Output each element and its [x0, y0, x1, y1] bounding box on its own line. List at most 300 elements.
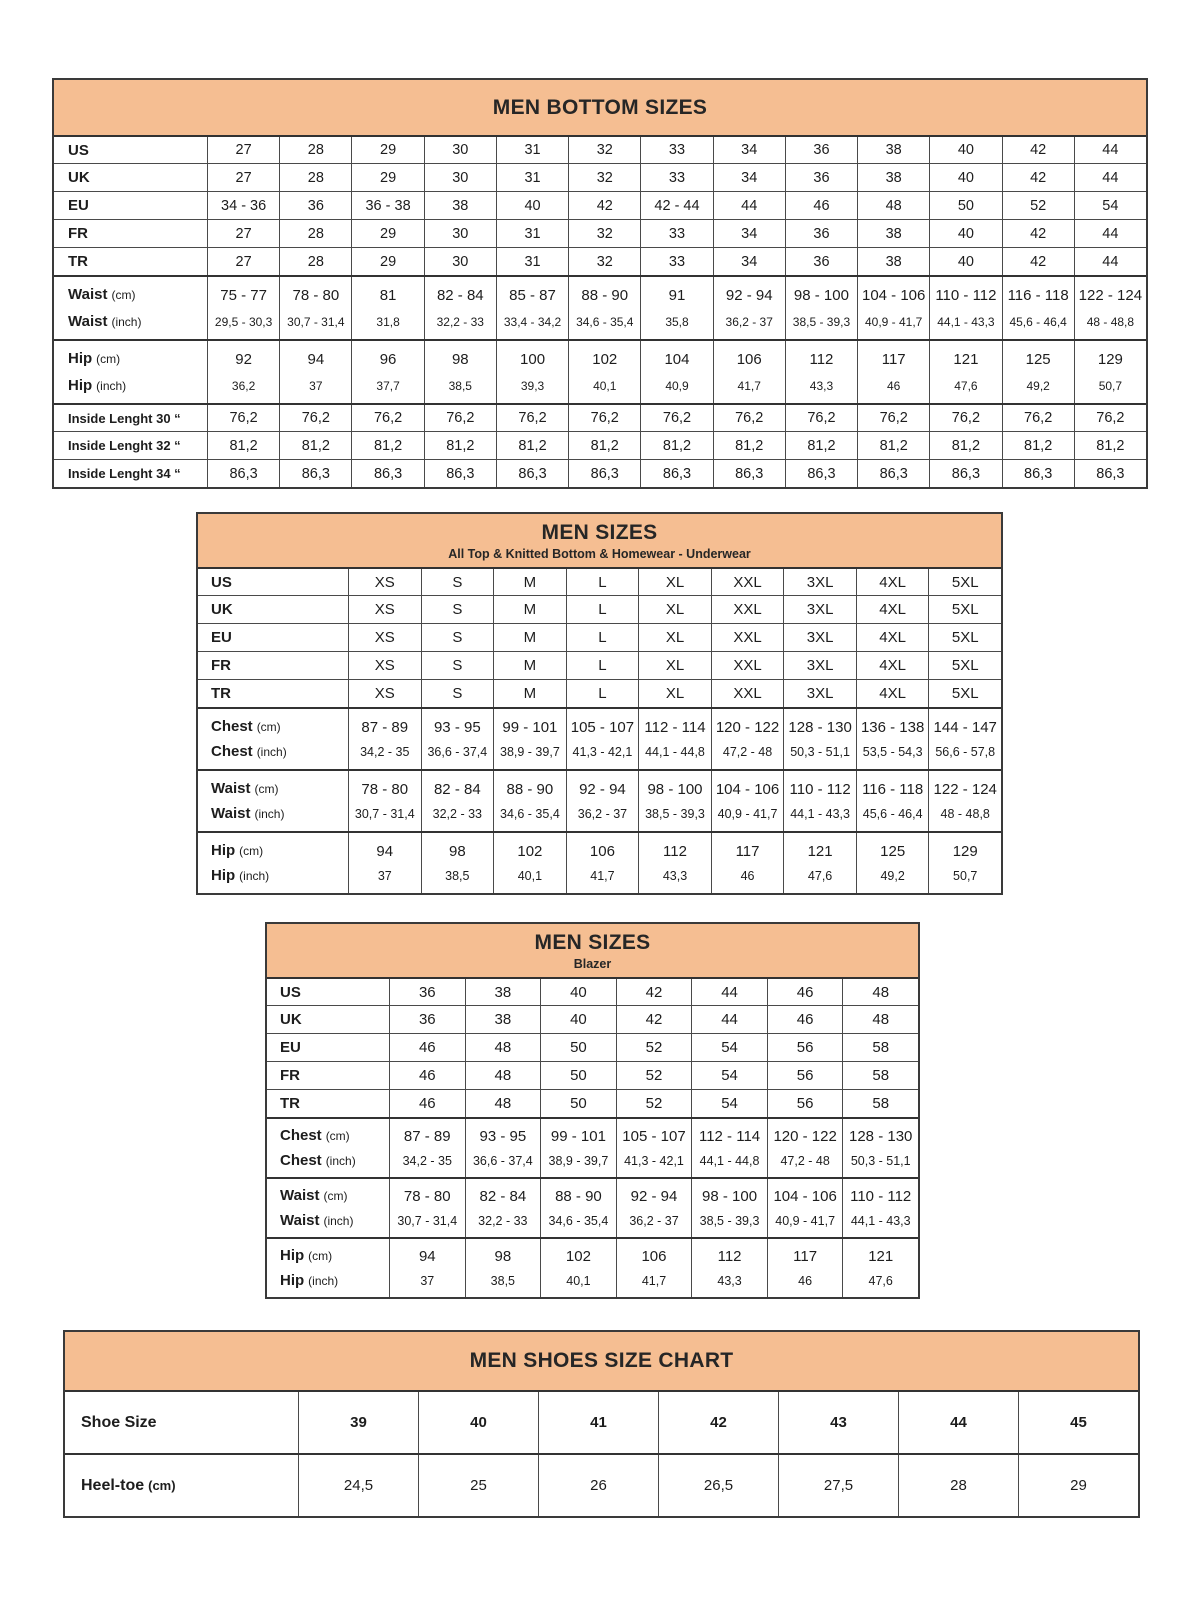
cell: 5XL	[928, 680, 1001, 707]
cell	[348, 833, 421, 893]
row-label-text: Shoe Size	[81, 1413, 157, 1431]
cell-cm-value: 94	[307, 351, 325, 369]
cell: M	[493, 652, 566, 679]
cell-inch-value: 38,9 - 39,7	[500, 745, 560, 760]
cell-cm-value: 116 - 118	[1007, 287, 1069, 305]
cell	[616, 1239, 692, 1297]
cell: 76,2	[424, 405, 496, 431]
cell-inch-value: 53,5 - 54,3	[862, 745, 923, 760]
cell: 38	[857, 248, 929, 275]
cell-cm-value: 96	[379, 351, 397, 369]
row-label-text: TR	[280, 1095, 300, 1112]
cell	[465, 1119, 541, 1177]
cell: 52	[616, 1062, 692, 1089]
cell: 34	[713, 137, 785, 163]
cell-inch-value: 50,7	[953, 869, 978, 884]
cell: 3XL	[783, 680, 856, 707]
cell: 76,2	[640, 405, 712, 431]
cell-inch-value: 47,2 - 48	[780, 1154, 830, 1168]
table-row	[267, 1177, 918, 1237]
cell: L	[566, 652, 639, 679]
cell: 42	[1002, 164, 1074, 191]
cell: 32	[568, 164, 640, 191]
cell: 76,2	[1074, 405, 1146, 431]
cell-inch-value: 41,7	[641, 1274, 667, 1288]
cell: 40	[540, 979, 616, 1005]
cell-cm-value: 92	[235, 351, 252, 369]
cell: XXL	[711, 652, 784, 679]
row-label-bottom	[280, 1212, 353, 1229]
cell	[638, 771, 711, 831]
cell: 26	[538, 1455, 658, 1516]
row-label	[65, 1392, 298, 1453]
cell-inch-value: 44,1 - 44,8	[699, 1154, 760, 1168]
cell: 76,2	[351, 405, 423, 431]
row-label-text: Waist	[211, 779, 251, 797]
row-label-unit: (cm)	[256, 719, 281, 734]
cell-inch-value: 38,5 - 39,3	[699, 1214, 760, 1228]
cell-inch-value: 36,2 - 37	[577, 807, 628, 822]
cell: 32	[568, 248, 640, 275]
row-label-text: UK	[211, 601, 233, 618]
row-label-bottom	[211, 805, 284, 822]
cell: 38	[857, 137, 929, 163]
cell: 30	[424, 248, 496, 275]
cell-cm-value: 85 - 87	[509, 287, 556, 305]
cell: 40	[540, 1006, 616, 1033]
cell: 5XL	[928, 596, 1001, 623]
row-label-unit: (inch)	[308, 1274, 339, 1288]
row-label	[65, 1455, 298, 1516]
cell: 81,2	[568, 432, 640, 459]
row-label-bottom	[280, 1272, 338, 1289]
row-label	[198, 624, 348, 651]
row-label	[54, 460, 207, 487]
cell: 4XL	[856, 596, 929, 623]
cell: 81,2	[713, 432, 785, 459]
cell-inch-value: 30,7 - 31,4	[397, 1214, 458, 1228]
cell-cm-value: 82 - 84	[436, 287, 484, 305]
cell-inch-value: 36,6 - 37,4	[472, 1154, 533, 1168]
cell-cm-value: 78 - 80	[292, 287, 340, 305]
cell-inch-value: 46	[740, 869, 755, 884]
cell: 44	[691, 979, 767, 1005]
cell-inch-value: 31,8	[376, 314, 400, 329]
table-row	[267, 1089, 918, 1117]
row-label-bottom	[211, 867, 269, 884]
cell: 81,2	[1074, 432, 1146, 459]
cell-inch-value: 33,4 - 34,2	[503, 314, 562, 329]
cell-cm-value: 78 - 80	[403, 1188, 451, 1205]
table-row	[198, 769, 1001, 831]
table-row	[54, 219, 1146, 247]
cell: 42	[616, 1006, 692, 1033]
cell: 46	[767, 1006, 843, 1033]
cell: 27	[207, 220, 279, 247]
cell-cm-value: 98	[451, 351, 469, 369]
cell: 45	[1018, 1392, 1138, 1453]
row-label-text: Chest	[280, 1152, 322, 1169]
cell: 58	[842, 1090, 918, 1117]
row-label	[267, 1119, 389, 1177]
cell: 3XL	[783, 652, 856, 679]
cell: 48	[842, 1006, 918, 1033]
cell-cm-value: 116 - 118	[862, 780, 924, 798]
table-row	[198, 595, 1001, 623]
cell-inch-value: 45,6 - 46,4	[862, 807, 923, 822]
cell: 52	[616, 1034, 692, 1061]
row-label-text: EU	[280, 1039, 301, 1056]
table-row	[198, 651, 1001, 679]
cell-cm-value: 105 - 107	[570, 718, 635, 736]
table-subtitle: All Top & Knitted Bottom & Homewear - Underwear	[448, 546, 751, 561]
cell-cm-value: 98 - 100	[647, 780, 703, 798]
cell	[929, 341, 1001, 403]
row-label-text: Waist	[68, 312, 108, 330]
table-subtitle: Blazer	[573, 956, 612, 971]
cell-inch-value: 47,2 - 48	[722, 745, 773, 760]
table-row	[54, 191, 1146, 219]
cell: 76,2	[713, 405, 785, 431]
row-label-text: Waist	[280, 1187, 320, 1204]
cell: 52	[1002, 192, 1074, 219]
cell-cm-value: 128 - 130	[788, 718, 852, 736]
cell: 40	[929, 164, 1001, 191]
cell: XS	[348, 624, 421, 651]
cell-cm-value: 117	[881, 351, 906, 369]
cell-cm-value: 106	[589, 842, 615, 860]
cell-cm-value: 110 - 112	[789, 780, 851, 798]
row-label-top	[211, 718, 281, 735]
men-bottom-sizes-table	[52, 78, 1148, 489]
cell-cm-value: 88 - 90	[555, 1188, 602, 1205]
cell: 27	[207, 164, 279, 191]
cell	[421, 771, 494, 831]
row-label-text: Inside Lenght 34 “	[68, 466, 181, 481]
cell-cm-value: 112	[717, 1248, 742, 1265]
row-label-unit: (inch)	[111, 314, 142, 329]
cell	[785, 277, 857, 339]
cell: 4XL	[856, 569, 929, 595]
cell: 46	[389, 1090, 465, 1117]
cell: 30	[424, 137, 496, 163]
row-label-text: FR	[211, 657, 231, 674]
cell	[640, 341, 712, 403]
cell-cm-value: 136 - 138	[860, 718, 925, 736]
row-label	[198, 596, 348, 623]
cell-cm-value: 104 - 106	[715, 780, 780, 798]
cell: 54	[691, 1062, 767, 1089]
cell: XL	[638, 652, 711, 679]
cell: 42 - 44	[640, 192, 712, 219]
row-label-unit: (cm)	[111, 288, 136, 303]
cell: M	[493, 680, 566, 707]
cell: 76,2	[929, 405, 1001, 431]
cell-inch-value: 30,7 - 31,4	[287, 314, 345, 329]
cell	[348, 709, 421, 769]
cell: 76,2	[496, 405, 568, 431]
row-label-unit: (cm)	[148, 1478, 176, 1493]
cell-cm-value: 122 - 124	[933, 780, 997, 798]
cell-cm-value: 82 - 84	[479, 1188, 527, 1205]
cell: 25	[418, 1455, 538, 1516]
men-sizes-blazer-table	[265, 922, 920, 1299]
cell: 40	[418, 1392, 538, 1453]
cell: 44	[1074, 137, 1146, 163]
cell: 46	[389, 1034, 465, 1061]
cell	[389, 1179, 465, 1237]
cell: 81,2	[785, 432, 857, 459]
table-row	[267, 1005, 918, 1033]
row-label-top	[68, 286, 135, 303]
cell	[1074, 341, 1146, 403]
cell: 31	[496, 220, 568, 247]
cell: 81,2	[351, 432, 423, 459]
cell	[928, 771, 1001, 831]
cell-inch-value: 47,6	[807, 869, 833, 884]
cell-inch-value: 36,2 - 37	[725, 314, 773, 329]
cell	[540, 1119, 616, 1177]
cell	[783, 833, 856, 893]
cell-cm-value: 94	[376, 842, 394, 860]
cell: 81,2	[424, 432, 496, 459]
cell-inch-value: 30,7 - 31,4	[354, 807, 415, 822]
cell: 33	[640, 248, 712, 275]
row-label-text: US	[68, 141, 89, 159]
row-label-text: Chest	[280, 1127, 322, 1144]
row-label-bottom	[280, 1152, 356, 1169]
cell	[638, 833, 711, 893]
cell-cm-value: 121	[868, 1248, 894, 1265]
cell: 54	[691, 1034, 767, 1061]
cell: 24,5	[298, 1455, 418, 1516]
cell: 28	[279, 248, 351, 275]
table-row	[198, 831, 1001, 893]
cell: 81,2	[207, 432, 279, 459]
cell-inch-value: 40,9 - 41,7	[775, 1214, 836, 1228]
cell-inch-value: 45,6 - 46,4	[1009, 314, 1067, 329]
cell: S	[421, 680, 494, 707]
cell: 36	[389, 1006, 465, 1033]
cell: 42	[616, 979, 692, 1005]
cell-cm-value: 99 - 101	[550, 1128, 606, 1145]
cell-inch-value: 46	[887, 378, 901, 393]
cell-cm-value: 93 - 95	[479, 1128, 527, 1145]
cell	[496, 341, 568, 403]
cell: 36	[785, 248, 857, 275]
cell-inch-value: 36,2	[231, 378, 256, 393]
cell: 36	[389, 979, 465, 1005]
cell	[711, 709, 784, 769]
cell	[767, 1119, 843, 1177]
cell-inch-value: 37	[309, 378, 323, 393]
cell: 50	[540, 1034, 616, 1061]
cell	[566, 771, 639, 831]
cell: 48	[465, 1034, 541, 1061]
table-row	[54, 247, 1146, 275]
cell	[424, 277, 496, 339]
cell-cm-value: 91	[668, 287, 686, 305]
row-label-text: Chest	[211, 743, 253, 761]
cell-inch-value: 44,1 - 43,3	[790, 807, 850, 822]
cell-inch-value: 50,3 - 51,1	[790, 745, 850, 760]
cell	[856, 833, 929, 893]
table-row	[54, 459, 1146, 487]
row-label	[267, 1034, 389, 1061]
row-label-unit: (inch)	[239, 869, 270, 884]
row-label-unit: (cm)	[325, 1129, 350, 1143]
cell: S	[421, 569, 494, 595]
cell: 86,3	[279, 460, 351, 487]
row-label-unit: (cm)	[254, 781, 279, 796]
cell-cm-value: 112 - 114	[644, 718, 706, 736]
cell: 29	[351, 164, 423, 191]
row-label	[54, 137, 207, 163]
cell: 81,2	[496, 432, 568, 459]
cell: 27,5	[778, 1455, 898, 1516]
cell-cm-value: 78 - 80	[361, 780, 409, 798]
cell: 43	[778, 1392, 898, 1453]
cell	[351, 277, 423, 339]
cell-cm-value: 117	[793, 1248, 818, 1265]
cell: 42	[658, 1392, 778, 1453]
cell-cm-value: 121	[953, 351, 979, 369]
cell-inch-value: 38,5	[445, 869, 470, 884]
cell	[616, 1119, 692, 1177]
cell: 3XL	[783, 624, 856, 651]
cell-inch-value: 34,6 - 35,4	[576, 314, 634, 329]
cell-cm-value: 87 - 89	[361, 718, 409, 736]
row-label-text: Heel-toe	[81, 1476, 145, 1494]
cell-inch-value: 47,6	[954, 378, 978, 393]
cell: 34	[713, 220, 785, 247]
row-label	[198, 771, 348, 831]
cell-cm-value: 82 - 84	[433, 780, 481, 798]
cell-cm-value: 92 - 94	[725, 287, 773, 305]
cell: 44	[713, 192, 785, 219]
row-label	[54, 341, 207, 403]
cell-inch-value: 41,3 - 42,1	[624, 1154, 684, 1168]
row-label-text: Hip	[280, 1272, 305, 1289]
cell-inch-value: 41,7	[590, 869, 615, 884]
cell: 86,3	[1074, 460, 1146, 487]
cell: 54	[691, 1090, 767, 1117]
cell: 52	[616, 1090, 692, 1117]
cell-inch-value: 37	[377, 869, 392, 884]
table-title: MEN SHOES SIZE CHART	[469, 1349, 734, 1372]
cell: 4XL	[856, 680, 929, 707]
row-label-unit: (inch)	[96, 378, 127, 393]
table-row	[54, 275, 1146, 339]
cell-inch-value: 50,3 - 51,1	[850, 1154, 911, 1168]
table-row	[54, 431, 1146, 459]
men-shoes-size-table	[63, 1330, 1140, 1518]
cell: 42	[1002, 220, 1074, 247]
cell	[691, 1239, 767, 1297]
row-label-top	[280, 1127, 350, 1144]
table-row	[65, 1390, 1138, 1453]
cell: 42	[1002, 137, 1074, 163]
cell: 4XL	[856, 624, 929, 651]
row-label-text: Chest	[211, 717, 253, 735]
cell	[540, 1239, 616, 1297]
cell	[711, 771, 784, 831]
row-label-text: Waist	[280, 1212, 320, 1229]
table-body	[267, 977, 918, 1297]
table-header	[267, 924, 918, 977]
cell-cm-value: 120 - 122	[773, 1128, 837, 1145]
cell	[638, 709, 711, 769]
cell: 48	[465, 1062, 541, 1089]
cell: XL	[638, 596, 711, 623]
cell: 27	[207, 248, 279, 275]
cell-inch-value: 40,1	[593, 378, 617, 393]
cell: 86,3	[857, 460, 929, 487]
row-label-top	[211, 842, 263, 859]
row-label	[267, 1239, 389, 1297]
cell: 40	[496, 192, 568, 219]
cell-inch-value: 43,3	[809, 378, 834, 393]
cell: 44	[1074, 164, 1146, 191]
cell	[783, 771, 856, 831]
cell-cm-value: 102	[517, 842, 543, 860]
cell-cm-value: 112 - 114	[698, 1128, 761, 1145]
row-label	[198, 569, 348, 595]
cell: 38	[465, 1006, 541, 1033]
cell: 29	[351, 248, 423, 275]
cell	[785, 341, 857, 403]
cell: 76,2	[785, 405, 857, 431]
cell-cm-value: 98	[448, 842, 466, 860]
row-label-text: FR	[280, 1067, 300, 1084]
cell: 76,2	[279, 405, 351, 431]
cell	[1002, 277, 1074, 339]
cell: 33	[640, 164, 712, 191]
row-label-text: EU	[68, 197, 89, 214]
cell	[540, 1179, 616, 1237]
cell	[421, 709, 494, 769]
cell	[351, 341, 423, 403]
row-label	[267, 1179, 389, 1237]
cell: 36	[279, 192, 351, 219]
cell-inch-value: 41,7	[737, 378, 761, 393]
cell: S	[421, 624, 494, 651]
row-label-text: Waist	[68, 286, 108, 304]
row-label	[267, 1090, 389, 1117]
cell	[421, 833, 494, 893]
cell	[207, 277, 279, 339]
row-label-unit: (cm)	[96, 352, 121, 367]
cell-cm-value: 110 - 112	[850, 1188, 912, 1205]
cell-cm-value: 99 - 101	[502, 718, 558, 736]
row-label	[267, 979, 389, 1005]
cell: XXL	[711, 596, 784, 623]
cell: 86,3	[351, 460, 423, 487]
cell: 39	[298, 1392, 418, 1453]
cell-cm-value: 98 - 100	[702, 1188, 758, 1205]
cell	[783, 709, 856, 769]
cell-inch-value: 37	[420, 1274, 435, 1288]
row-label-text: Waist	[211, 805, 251, 823]
cell	[691, 1119, 767, 1177]
cell: 76,2	[568, 405, 640, 431]
cell	[566, 833, 639, 893]
cell: 76,2	[857, 405, 929, 431]
cell-cm-value: 92 - 94	[630, 1188, 678, 1205]
cell-inch-value: 40,9 - 41,7	[864, 314, 923, 329]
row-label-text: Hip	[211, 867, 236, 885]
cell	[616, 1179, 692, 1237]
